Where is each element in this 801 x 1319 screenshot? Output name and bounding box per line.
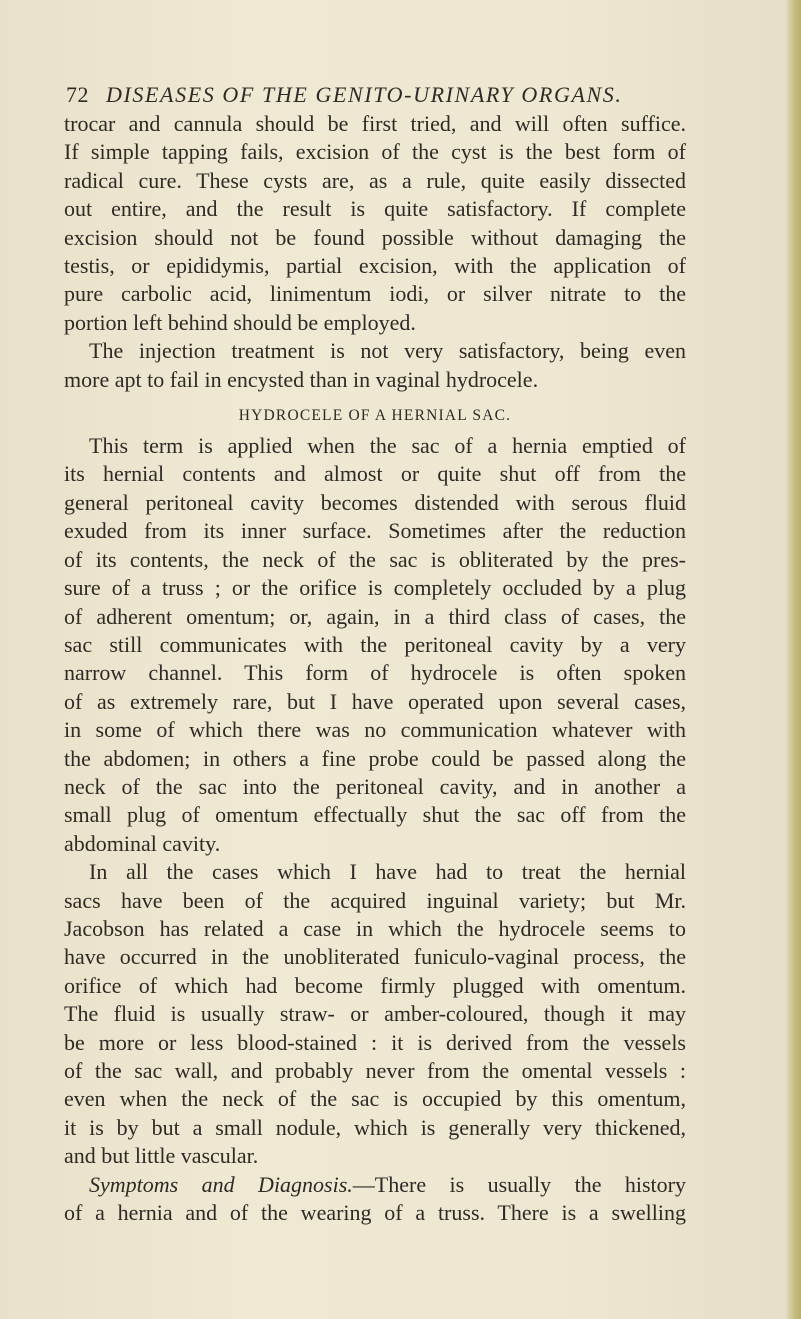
running-header: [66, 80, 706, 110]
text-line: sacs have been of the acquired inguinal variety; but Mr.: [64, 887, 686, 913]
text-line: have occurred in the unobliterated funiculo-vaginal process, the: [64, 944, 686, 970]
text-line: out entire, and the result is quite satisfactory. If complete: [64, 196, 686, 222]
text-line: excision should not be found possible without damaging the: [64, 224, 686, 250]
text-line: orifice of which had become firmly plugged with omentum.: [64, 972, 686, 998]
text-line: the abdomen; in others a fine probe could be passed along the: [64, 745, 686, 771]
text-line: of a hernia and of the wearing of a truss. There is a swelling: [64, 1200, 686, 1226]
text-line: testis, or epididymis, partial excision, with the application of: [64, 253, 686, 279]
text-line: In all the cases which I have had to treat the hernial: [89, 859, 686, 885]
text-line: If simple tapping fails, excision of the cyst is the best form of: [64, 139, 686, 165]
text-line: The fluid is usually straw- or amber-coloured, though it may: [64, 1001, 686, 1027]
text-line: This term is applied when the sac of a hernia emptied of: [89, 433, 686, 459]
text-line: of the sac wall, and probably never from the omental vessels :: [64, 1058, 686, 1083]
page-number: 72: [66, 82, 89, 107]
text-line: it is by but a small nodule, which is generally very thickened,: [64, 1114, 686, 1140]
text-line: small plug of omentum effectually shut the sac off from the: [64, 802, 686, 828]
text-line: of its contents, the neck of the sac is obliterated by the pres-: [64, 546, 686, 572]
text-line: in some of which there was no communication whatever with: [64, 717, 686, 743]
symptoms-heading: Symptoms and Diagnosis.: [89, 1171, 353, 1197]
symptoms-line: [64, 1171, 686, 1199]
text-line: of as extremely rare, but I have operated upon several cases,: [64, 688, 686, 714]
text-line: The injection treatment is not very satisfactory, being even: [89, 338, 686, 364]
text-line: general peritoneal cavity becomes distended with serous fluid: [64, 489, 686, 515]
text-line: be more or less blood-stained : it is derived from the vessels: [64, 1029, 686, 1055]
text-line: exuded from its inner surface. Sometimes after the reduction: [64, 518, 686, 544]
text-line: pure carbolic acid, linimentum iodi, or silver nitrate to the: [64, 281, 686, 307]
text-line: more apt to fail in encysted than in vaginal hydrocele.: [64, 366, 539, 392]
text-line: its hernial contents and almost or quite shut off from the: [64, 461, 686, 487]
text-line: sure of a truss ; or the orifice is completely occluded by a plug: [64, 575, 686, 601]
symptoms-text: —There is usually the history: [352, 1171, 686, 1197]
text-line: portion left behind should be employed.: [64, 309, 416, 335]
running-title: DISEASES OF THE GENITO-URINARY ORGANS.: [106, 82, 623, 107]
text-line: and but little vascular.: [64, 1143, 259, 1169]
text-line: abdominal cavity.: [64, 830, 221, 856]
text-line: radical cure. These cysts are, as a rule, quite easily dissected: [64, 167, 686, 193]
text-line: Jacobson has related a case in which the hydrocele seems to: [64, 915, 686, 941]
text-line: even when the neck of the sac is occupied by this omentum,: [64, 1086, 686, 1112]
body-text: [64, 110, 686, 1227]
text-line: narrow channel. This form of hydrocele is often spoken: [64, 660, 686, 686]
text-line: of adherent omentum; or, again, in a third class of cases, the: [64, 603, 686, 629]
section-heading: HYDROCELE OF A HERNIAL SAC.: [238, 407, 512, 425]
text-line: trocar and cannula should be first tried, and will often suffice.: [64, 111, 686, 136]
text-line: neck of the sac into the peritoneal cavity, and in another a: [64, 773, 686, 799]
text-line: sac still communicates with the peritoneal cavity by a very: [64, 631, 686, 657]
page-edge: [785, 0, 801, 1319]
